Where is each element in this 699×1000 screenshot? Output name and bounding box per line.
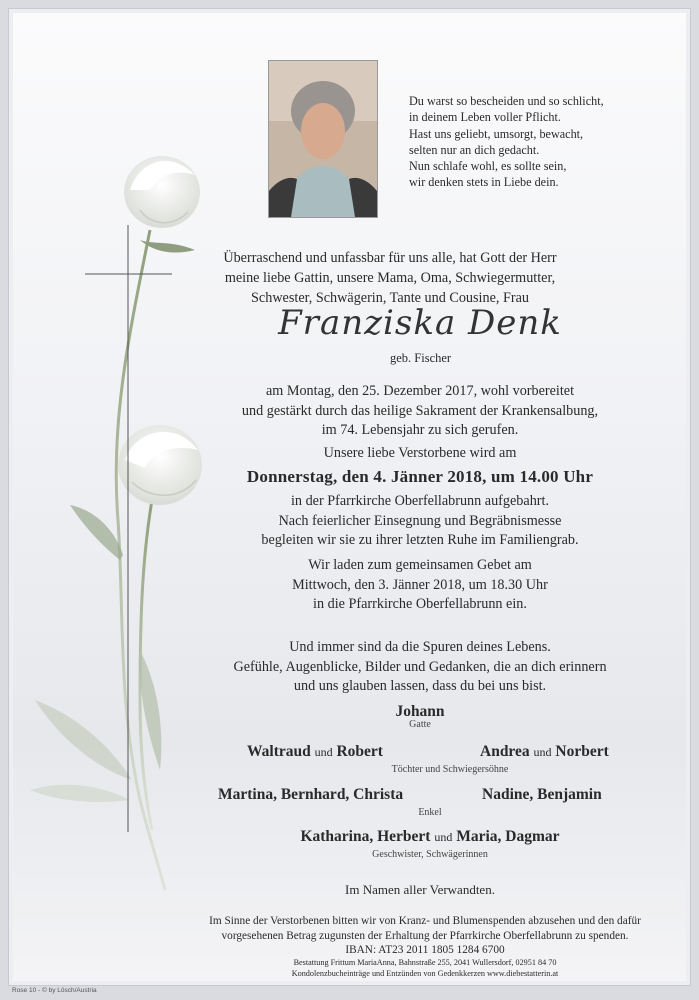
maiden-name: geb. Fischer xyxy=(390,351,452,365)
prayer-line: in die Pfarrkirche Oberfellabrunn ein. xyxy=(313,596,527,612)
donation-line: Im Sinne der Verstorbenen bitten wir von Kranz- und Blumenspenden abzusehen und den dafür xyxy=(209,915,641,927)
poem-line: in deinem Leben voller Pflicht. xyxy=(409,110,561,125)
mourner-relation: Gatte xyxy=(409,719,431,730)
closing-line: Im Namen aller Verwandten. xyxy=(345,882,495,897)
mourner-name: Robert xyxy=(336,743,383,760)
mourner-grandchildren-b: Nadine, Benjamin xyxy=(482,786,602,803)
mourner-name: Katharina, Herbert xyxy=(300,828,431,845)
mourner-name: Andrea xyxy=(480,743,530,760)
death-notice xyxy=(200,382,640,441)
poem xyxy=(409,93,669,191)
mourner-name: Johann xyxy=(395,703,445,720)
image-credit: Rose 10 - © by Lösch/Austria xyxy=(12,987,97,994)
grandchildren-relation: Enkel xyxy=(418,807,442,818)
siblings-relation: Geschwister, Schwägerinnen xyxy=(372,849,488,860)
prayer-line: Wir laden zum gemeinsamen Gebet am xyxy=(308,557,532,573)
verse xyxy=(190,638,650,697)
prayer-line: Mittwoch, den 3. Jänner 2018, um 18.30 Uhr xyxy=(292,576,548,593)
funeral-details-line: begleiten wir sie zu ihrer letzten Ruhe im Familiengrab. xyxy=(261,532,579,548)
verse-line: Gefühle, Augenblicke, Bilder und Gedanken, die an dich erinnern xyxy=(233,658,607,675)
mourner-grandchildren-a: Martina, Bernhard, Christa xyxy=(218,786,404,803)
daughters-relation: Töchter und Schwiegersöhne xyxy=(391,764,509,775)
poem-line: Du warst so bescheiden und so schlicht, xyxy=(409,94,604,108)
undertaker-line: Kondolenzbucheinträge und Entzünden von Gedenkkerzen www.diebestatterin.at xyxy=(291,968,559,978)
funeral-date: Donnerstag, den 4. Jänner 2018, um 14.00 Uhr xyxy=(246,467,594,486)
intro-line: Überraschend und unfassbar für uns alle, hat Gott der Herr xyxy=(223,250,557,266)
death-notice-line: im 74. Lebensjahr zu sich gerufen. xyxy=(321,422,519,438)
prayer-invitation xyxy=(200,556,640,615)
connector: und xyxy=(314,745,333,759)
undertaker-line: Bestattung Frittum MariaAnna, Bahnstraße 255, 2041 Wullersdorf, 02951 84 70 xyxy=(293,958,557,967)
death-notice-line: und gestärkt durch das heilige Sakrament der Krankensalbung, xyxy=(241,402,599,419)
undertaker-info xyxy=(200,958,650,979)
mourner-daughter-b xyxy=(480,743,609,761)
funeral-details-line: Nach feierlicher Einsegnung und Begräbnismesse xyxy=(278,512,562,529)
intro-text xyxy=(190,248,590,308)
deceased-name: Franziska Denk xyxy=(278,303,562,343)
mourner-daughter-a xyxy=(247,743,383,761)
portrait-photo xyxy=(268,60,378,218)
connector: und xyxy=(434,830,453,844)
poem-line: selten nur an dich gedacht. xyxy=(409,142,540,157)
donation-request xyxy=(160,914,690,958)
donation-line: vorgesehenen Betrag zugunsten der Erhaltung der Pfarrkirche Oberfellabrunn zu spenden. xyxy=(221,929,629,942)
verse-line: und uns glauben lassen, dass du bei uns bist. xyxy=(293,678,547,694)
viewing-intro: Unsere liebe Verstorbene wird am xyxy=(323,445,517,461)
intro-line: Schwester, Schwägerin, Tante und Cousine, Frau xyxy=(251,290,529,306)
intro-line: meine liebe Gattin, unsere Mama, Oma, Schwiegermutter, xyxy=(224,270,556,286)
iban-line: IBAN: AT23 2011 1805 1284 6700 xyxy=(345,944,505,956)
mourner-name: Norbert xyxy=(555,743,609,760)
poem-line: Hast uns geliebt, umsorgt, bewacht, xyxy=(409,126,584,141)
mourner-name: Waltraud xyxy=(247,743,311,760)
death-notice-line: am Montag, den 25. Dezember 2017, wohl vorbereitet xyxy=(265,383,575,399)
connector: und xyxy=(533,745,552,759)
mourner-husband xyxy=(340,703,500,730)
funeral-details xyxy=(200,492,640,551)
verse-line: Und immer sind da die Spuren deines Lebens. xyxy=(289,639,551,655)
funeral-details-line: in der Pfarrkirche Oberfellabrunn aufgebahrt. xyxy=(290,493,549,509)
mourner-siblings xyxy=(200,828,660,846)
poem-line: wir denken stets in Liebe dein. xyxy=(409,175,559,190)
mourner-name: Maria, Dagmar xyxy=(456,828,560,845)
poem-line: Nun schlafe wohl, es sollte sein, xyxy=(409,159,567,174)
